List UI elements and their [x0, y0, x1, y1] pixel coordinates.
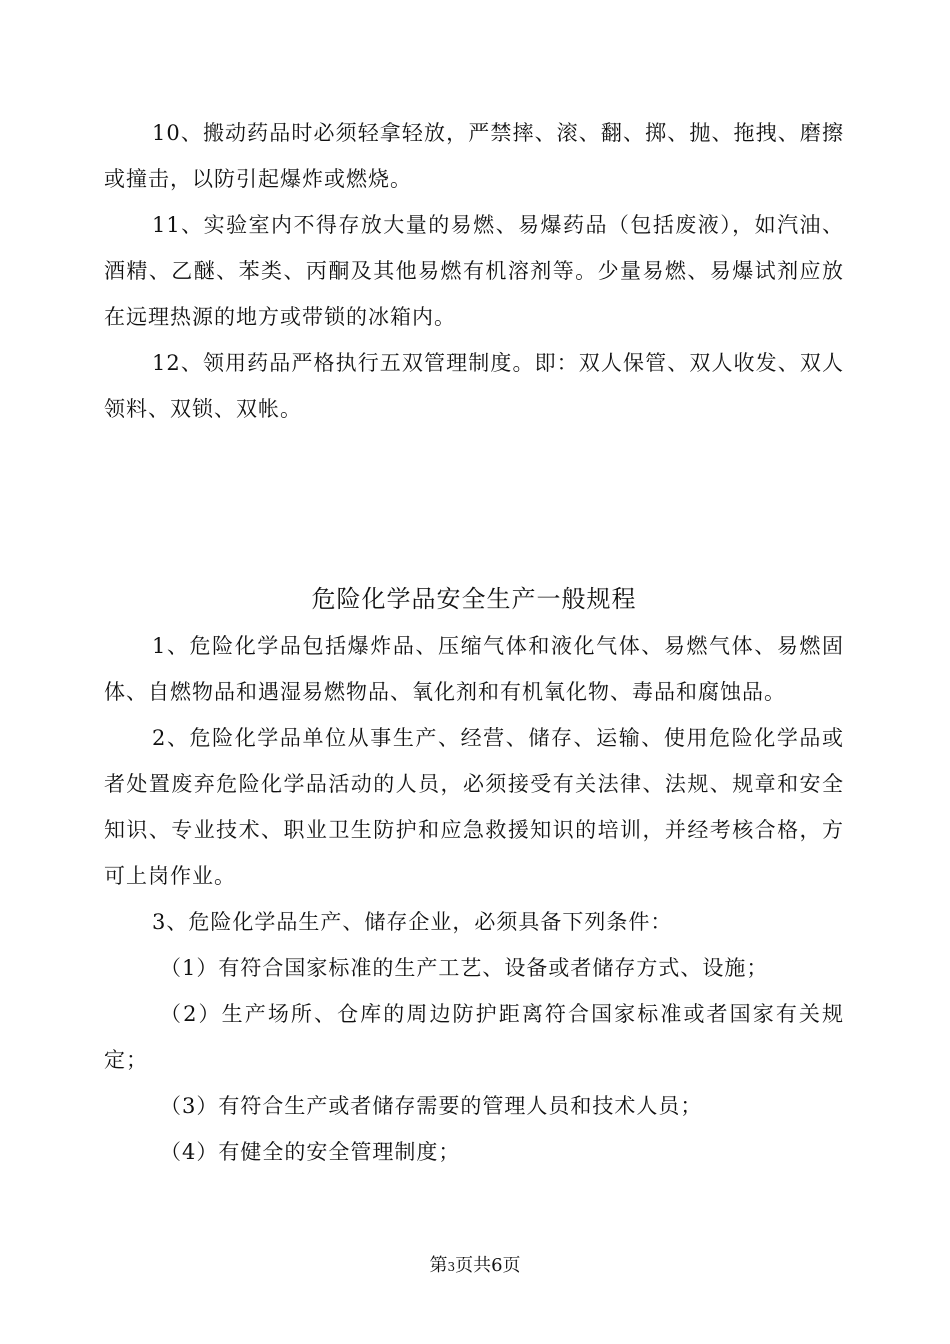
- condition-4: （4）有健全的安全管理制度；: [160, 1140, 461, 1164]
- paragraph-2: 2、危险化学品单位从事生产、经营、储存、运输、使用危险化学品或者处置废弃危险化学品活动的人员，必须接受有关法律、法规、规章和安全知识、专业技术、职业卫生防护和应急救援知识的培训，并经考核合格，方可上岗作业。: [104, 726, 844, 888]
- condition-2: （2）生产场所、仓库的周边防护距离符合国家标准或者国家有关规定；: [104, 1002, 844, 1072]
- condition-3: （3）有符合生产或者储存需要的管理人员和技术人员；: [160, 1094, 703, 1118]
- footer-page-number: 3: [447, 1260, 456, 1274]
- footer-prefix: 第: [429, 1255, 448, 1276]
- footer-middle: 页共: [455, 1255, 492, 1276]
- paragraph-1: 1、危险化学品包括爆炸品、压缩气体和液化气体、易燃气体、易燃固体、自燃物品和遇湿易燃物品、氧化剂和有机氧化物、毒品和腐蚀品。: [104, 634, 844, 704]
- section-body: [104, 623, 844, 1175]
- footer-suffix: 页: [502, 1255, 521, 1276]
- top-section: [104, 110, 844, 432]
- paragraph-11: 11、实验室内不得存放大量的易燃、易爆药品（包括废液），如汽油、酒精、乙醚、苯类、丙酮及其他易燃有机溶剂等。少量易燃、易爆试剂应放在远理热源的地方或带锁的冰箱内。: [104, 213, 844, 329]
- condition-1: （1）有符合国家标准的生产工艺、设备或者储存方式、设施；: [160, 956, 769, 980]
- page-footer: [0, 1252, 950, 1281]
- paragraph-10: 10、搬动药品时必须轻拿轻放，严禁摔、滚、翻、掷、抛、拖拽、磨擦或撞击，以防引起爆炸或燃烧。: [104, 121, 844, 191]
- paragraph-12: 12、领用药品严格执行五双管理制度。即：双人保管、双人收发、双人领料、双锁、双帐。: [104, 351, 844, 421]
- section-title: 危险化学品安全生产一般规程: [311, 585, 637, 613]
- footer-total-pages: 6: [491, 1255, 503, 1276]
- paragraph-3: 3、危险化学品生产、储存企业，必须具备下列条件：: [152, 910, 673, 934]
